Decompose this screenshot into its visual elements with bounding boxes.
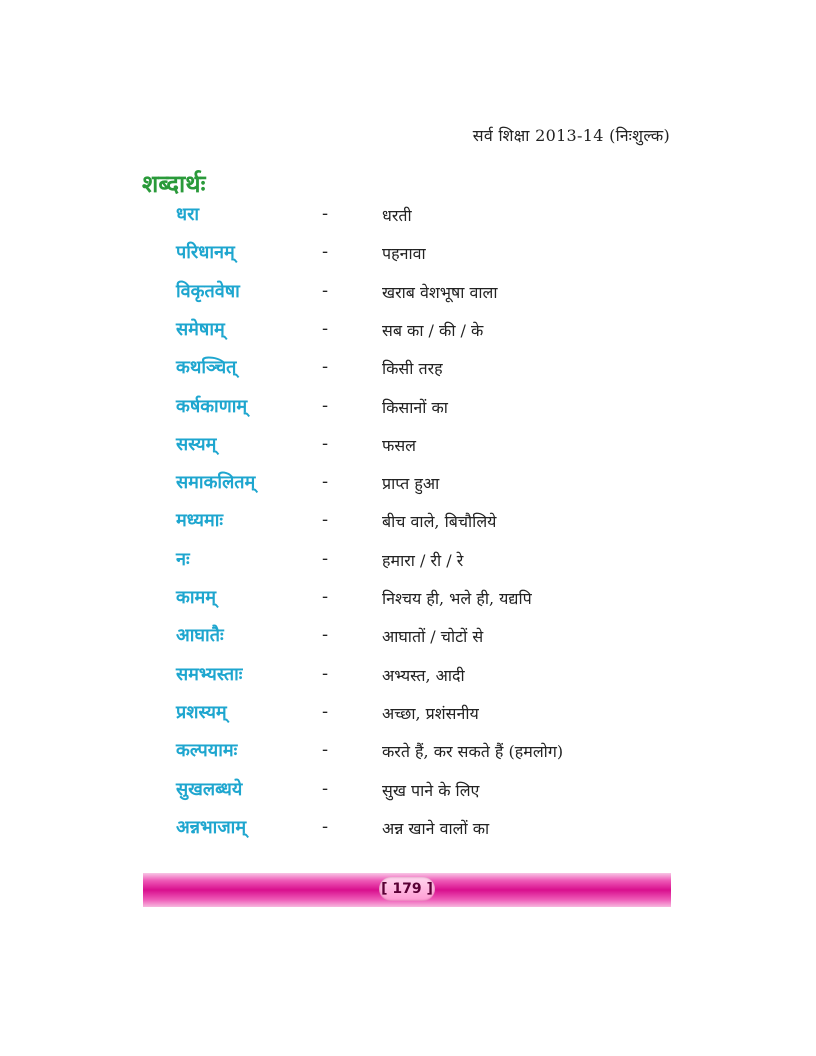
glossary-meaning: अन्न खाने वालों का bbox=[382, 818, 490, 838]
glossary-term: कथञ्चित् bbox=[176, 357, 237, 379]
glossary-meaning: बीच वाले, बिचौलिये bbox=[382, 512, 497, 532]
glossary-term: समेषाम् bbox=[176, 318, 225, 340]
glossary-term: नः bbox=[176, 548, 190, 570]
glossary-term: सस्यम् bbox=[176, 433, 217, 455]
glossary-dash: - bbox=[322, 662, 329, 684]
glossary-meaning: खराब वेशभूषा वाला bbox=[382, 282, 498, 302]
page-header: सर्व शिक्षा 2013-14 (निःशुल्क) bbox=[472, 126, 670, 145]
glossary-meaning: पहनावा bbox=[382, 244, 426, 264]
glossary-meaning: सब का / की / के bbox=[382, 320, 484, 340]
glossary-term: विकृतवेषा bbox=[176, 280, 240, 302]
glossary-row bbox=[0, 623, 816, 661]
glossary-dash: - bbox=[322, 624, 329, 646]
glossary-meaning: किसी तरह bbox=[382, 359, 443, 379]
glossary-meaning: किसानों का bbox=[382, 397, 448, 417]
glossary-term: सुखलब्धये bbox=[176, 778, 243, 800]
glossary-meaning: करते हैं, कर सकते हैं (हमलोग) bbox=[382, 742, 564, 762]
glossary-term: कामम् bbox=[176, 587, 217, 608]
glossary-meaning: सुख पाने के लिए bbox=[382, 780, 480, 800]
footer-bar bbox=[143, 873, 671, 907]
glossary-dash: - bbox=[322, 241, 329, 263]
glossary-dash: - bbox=[322, 279, 329, 301]
glossary-term: धरा bbox=[176, 204, 200, 225]
section-title: शब्दार्थः bbox=[142, 169, 206, 198]
glossary-row bbox=[0, 240, 816, 278]
glossary-term: प्रशस्यम् bbox=[176, 701, 227, 723]
glossary-meaning: अभ्यस्त, आदी bbox=[382, 665, 465, 685]
glossary-dash: - bbox=[322, 547, 329, 569]
glossary-meaning: धरती bbox=[382, 206, 412, 225]
glossary-meaning: प्राप्त हुआ bbox=[382, 474, 440, 494]
glossary-row bbox=[0, 738, 816, 776]
glossary-dash: - bbox=[322, 739, 329, 761]
glossary-row bbox=[0, 317, 816, 355]
glossary-row bbox=[0, 700, 816, 738]
glossary-term: परिधानम् bbox=[176, 242, 235, 264]
glossary-row bbox=[0, 355, 816, 393]
glossary-row bbox=[0, 279, 816, 317]
glossary-meaning: फसल bbox=[382, 435, 417, 455]
glossary-row bbox=[0, 815, 816, 853]
glossary-dash: - bbox=[322, 509, 329, 531]
glossary-dash: - bbox=[322, 394, 329, 416]
glossary-dash: - bbox=[322, 777, 329, 799]
glossary-dash: - bbox=[322, 700, 329, 722]
glossary-term: मध्यमाः bbox=[176, 510, 224, 532]
glossary-row bbox=[0, 662, 816, 700]
glossary-dash: - bbox=[322, 432, 329, 454]
glossary-dash: - bbox=[322, 586, 329, 607]
glossary-term: कर्षकाणाम् bbox=[176, 395, 248, 417]
glossary-term: आघातैः bbox=[176, 625, 224, 647]
glossary-dash: - bbox=[322, 356, 329, 378]
glossary-meaning: हमारा / री / रे bbox=[382, 550, 464, 570]
glossary-row bbox=[0, 432, 816, 470]
glossary-meaning: अच्छा, प्रशंसनीय bbox=[382, 703, 479, 723]
glossary-term: समाकलितम् bbox=[176, 472, 256, 494]
glossary-term: अन्नभाजाम् bbox=[176, 816, 247, 838]
glossary-meaning: आघातों / चोटों से bbox=[382, 627, 484, 647]
glossary-row bbox=[0, 585, 816, 623]
glossary-row bbox=[0, 470, 816, 508]
glossary-row bbox=[0, 394, 816, 432]
glossary-dash: - bbox=[322, 471, 329, 493]
glossary-dash: - bbox=[322, 815, 329, 837]
glossary-meaning: निश्चय ही, भले ही, यद्यपि bbox=[382, 589, 532, 608]
glossary-dash: - bbox=[322, 317, 329, 339]
glossary-row bbox=[0, 547, 816, 585]
glossary-row bbox=[0, 508, 816, 546]
glossary-term: समभ्यस्ताः bbox=[176, 663, 243, 685]
glossary-term: कल्पयामः bbox=[176, 740, 238, 762]
glossary-dash: - bbox=[322, 203, 329, 224]
glossary-row bbox=[0, 777, 816, 815]
page-number: [ 179 ] bbox=[379, 877, 435, 901]
glossary-row bbox=[0, 202, 816, 240]
